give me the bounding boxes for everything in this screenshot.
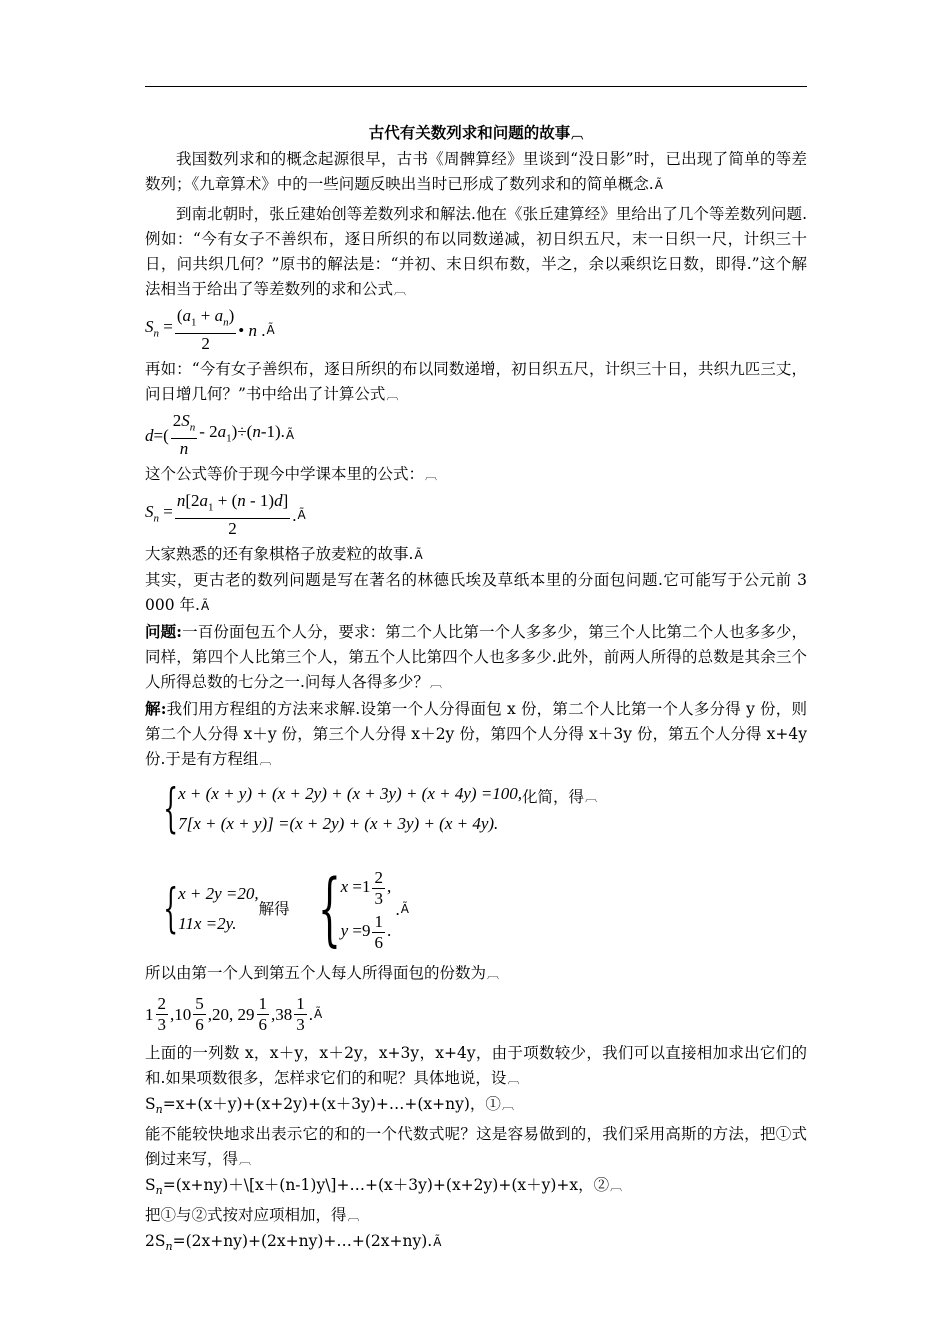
equation-1: $S_n=x+(x+y)+(x+2y)+(x+3y)+\dots+(x+ny)$，①︹ — [145, 1095, 514, 1117]
problem-paragraph: 问题:一百份面包五个人分，要求：第二个人比第一个人多多少，第三个人比第二个人也多多少，同样，第四个人比第三个人，第五个人比第四个人也多多少.此外，前两人所得的总数是其余三个人所得总数的七分之一.问每人各得多少？︹ — [145, 622, 807, 691]
formula-d: d=( $\frac{2S_n}{n}$ - $2a_1)\div(n-1)$. Ã — [145, 411, 295, 458]
solution-paragraph: 解:我们用方程组的方法来求解.设第一个人分得面包 x 份，第二个人比第一个人多分得 y 份，则第二个人分得 x＋y 份，第三个人分得 x＋2y 份，第四个人分得 x＋3y 份，第五个人分得 x+4y 份.于是有方程组︹ — [145, 699, 807, 768]
paragraph: 能不能较快地求出表示它的和的一个代数式呢？这是容易做到的，我们采用高斯的方法，把①式倒过来写，得︹ — [145, 1125, 807, 1169]
equation-3: $2S_n=(2x+ny)+(2x+ny)+\dots+(2x+ny).Ã$ — [145, 1232, 442, 1254]
doc-title: 古代有关数列求和问题的故事︹ — [368, 123, 584, 142]
paragraph: 到南北朝时，张丘建始创等差数列求和解法.他在《张丘建算经》里给出了几个等差数列问题.例如：“今有女子不善织布，逐日所织的布以同数递减，初日织五尺，末一日织一尺，计织三十日，问共织几何？”原书的解法是：“并初、末日织布数，半之，余以乘织讫日数，即得.”这个解法相当于给出了等差数列的求和公式︹ — [145, 205, 807, 298]
formula-sn-2: $S_n$ = $\frac{n[2a_1 + (n - 1)d]}{2}$ . Ã — [145, 491, 306, 538]
paragraph: 把①与②式按对应项相加，得︹ — [145, 1206, 360, 1225]
document-body — [145, 120, 807, 1259]
header-rule — [145, 86, 807, 87]
equation-2: $S_n=(x+ny)+\backslash[x+(n-1)y\backslash]+\dots+(x+3y)+(x+2y)+(x+y)+x$，②︹ — [145, 1176, 623, 1198]
equation-system-2: { x + 2y =20, 11x =2y. 解得 { x =1 $\frac{2}{3}$ , y =9 $\frac{1}{6}$ . . Ã — [163, 862, 409, 955]
paragraph: 上面的一列数 x，x＋y，x＋2y，x+3y，x+4y，由于项数较少，我们可以直接相加求出它们的和.如果项数很多，怎样求它们的和呢？具体地说，设︹ — [145, 1044, 807, 1087]
paragraph: 大家熟悉的还有象棋格子放麦粒的故事.Ã — [145, 545, 423, 563]
paragraph: 这个公式等价于现今中学课本里的公式：︹ — [145, 465, 438, 483]
paragraph: 所以由第一个人到第五个人每人所得面包的份数为︹ — [145, 964, 500, 982]
paragraph: 再如：“今有女子善织布，逐日所织的布以同数递增，初日织五尺，计织三十日，共织九匹三丈，问日增几何？”书中给出了计算公式︹ — [145, 360, 807, 403]
equation-system-1: { x + (x + y) + (x + 2y) + (x + 3y) + (x + 4y) =100, 7[x + (x + y)] =(x + 2y) + (x + 3y) + (x + 4y). 化简，得 ︹ — [163, 779, 598, 839]
formula-sn: $S_n$ = $\frac{(a_1 + a_n)}{2}$ • n . Ã — [145, 306, 275, 353]
paragraph: 其实，更古老的数列问题是写在著名的林德氏埃及草纸本里的分面包问题.它可能写于公元前 3 000 年.Ã — [145, 571, 807, 614]
paragraph: 我国数列求和的概念起源很早，古书《周髀算经》里谈到“没日影”时，已出现了简单的等差数列；《九章算术》中的一些问题反映出当时已形成了数列求和的简单概念.Ã — [145, 150, 807, 193]
answer-values: 1 $\frac{2}{3}$ ,10 $\frac{5}{6}$ ,20, 29 $\frac{1}{6}$ ,38 $\frac{1}{3}$ . Ã — [145, 993, 323, 1034]
